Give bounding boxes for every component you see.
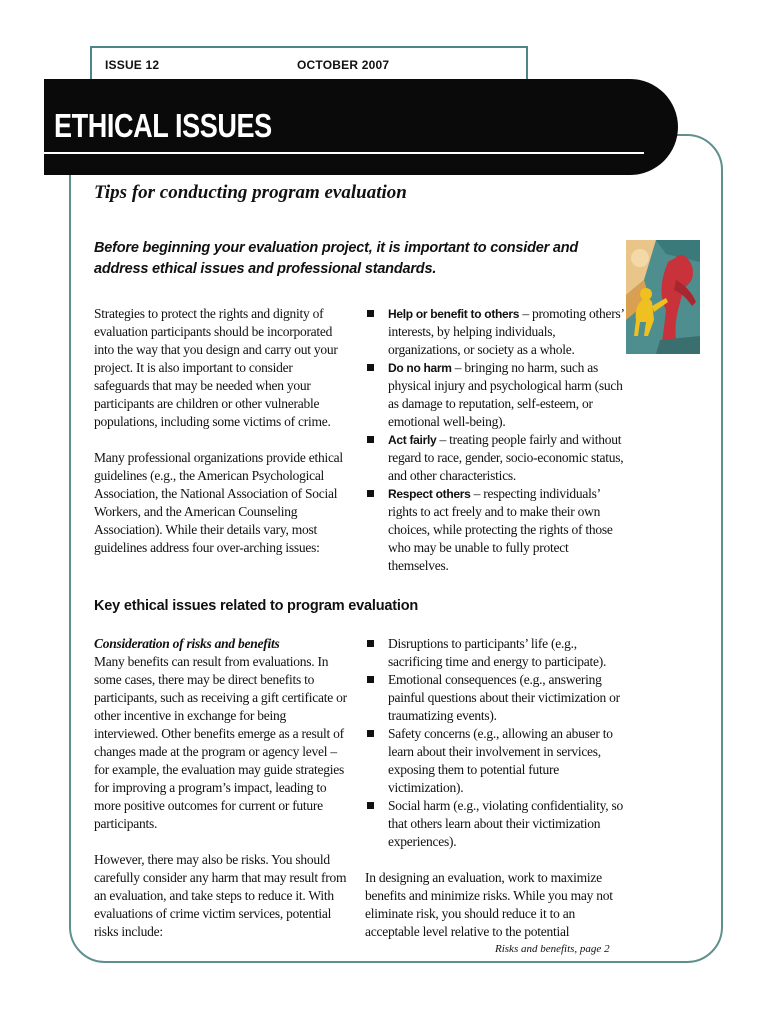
issue-header-box (90, 46, 528, 80)
principle-text: – treating people fairly and without regard to race, gender, socio-economic status, and other characteristics. (388, 432, 624, 483)
principle-term: Respect others (388, 487, 471, 501)
list-item: Social harm (e.g., violating confidentiality, so that others learn about their victimization experiences). (365, 797, 625, 851)
page-title: ETHICAL ISSUES (54, 107, 272, 144)
principles-list (365, 305, 625, 575)
risks-paragraph: However, there may also be risks. You should carefully consider any harm that may result from an evaluation, and take steps to reduce it. With evaluations of crime victim services, potential risks include: (94, 852, 347, 939)
illustration-adult-head (673, 255, 689, 273)
closing-paragraph: In designing an evaluation, work to maximize benefits and minimize risks. While you may not eliminate risk, you should reduce it to an acceptable level relative to the potential (365, 870, 613, 939)
banner-rule (44, 152, 644, 154)
principles-column (365, 305, 625, 575)
list-item (365, 431, 625, 485)
intro-statement: Before beginning your evaluation project, it is important to consider and address ethical issues and professional standards. (94, 240, 579, 277)
risks-list (365, 635, 625, 851)
risks-right-column (365, 635, 625, 941)
principle-term: Act fairly (388, 433, 437, 447)
list-item (365, 485, 625, 575)
continued-link[interactable]: Risks and benefits, page 2 (495, 943, 610, 955)
benefits-paragraph: Many benefits can result from evaluations. In some cases, there may be direct benefits to participants, such as receiving a gift certificate or other incentive in exchange for being interviewed. Other benefits emerge as a result of changes made at the program or agency level – for example, the evaluation may guide strategies for improving a program’s impact, leading to more positive outcomes for current or future participants. (94, 654, 347, 831)
issue-number: ISSUE 12 (105, 58, 160, 72)
list-item (365, 359, 625, 431)
list-item (365, 305, 625, 359)
principle-text: – bringing no harm, such as physical injury and psychological harm (such as damage to reputation, self-esteem, or emotional well-being). (388, 360, 623, 429)
risks-subheading: Consideration of risks and benefits (94, 636, 280, 651)
principle-text: – promoting others’ interests, by helping individuals, organizations, or society as a whole. (388, 306, 624, 357)
principle-text: – respecting individuals’ rights to act freely and to make their own choices, while protecting the rights of those who may be unable to fully protect themselves. (388, 486, 613, 573)
principle-term: Help or benefit to others (388, 307, 520, 321)
intro-left-column (94, 305, 349, 557)
list-item: Emotional consequences (e.g., answering painful questions about their victimization or traumatizing events). (365, 671, 625, 725)
title-banner (44, 79, 678, 175)
list-item: Safety concerns (e.g., allowing an abuser to learn about their involvement in services, exposing them to potential future victimization). (365, 725, 625, 797)
issue-date: OCTOBER 2007 (297, 58, 390, 72)
section-heading: Key ethical issues related to program evaluation (94, 598, 419, 614)
principle-term: Do no harm (388, 361, 452, 375)
illustration-child-head (640, 288, 652, 300)
figures-illustration-icon (626, 240, 700, 354)
subtitle: Tips for conducting program evaluation (94, 182, 407, 203)
guidelines-paragraph: Many professional organizations provide ethical guidelines (e.g., the American Psychological Association, the National Association of Social Workers, and the American Counseling Association). While their details vary, most guidelines address four over-arching issues: (94, 450, 343, 555)
risks-left-column (94, 635, 349, 941)
list-item: Disruptions to participants’ life (e.g., sacrificing time and energy to participate). (365, 635, 625, 671)
protection-paragraph: Strategies to protect the rights and dignity of evaluation participants should be incorporated into the way that you design and carry out your project. It is also important to consider safeguards that may be needed when your participants are children or other vulnerable populations, including some victims of crime. (94, 306, 338, 429)
